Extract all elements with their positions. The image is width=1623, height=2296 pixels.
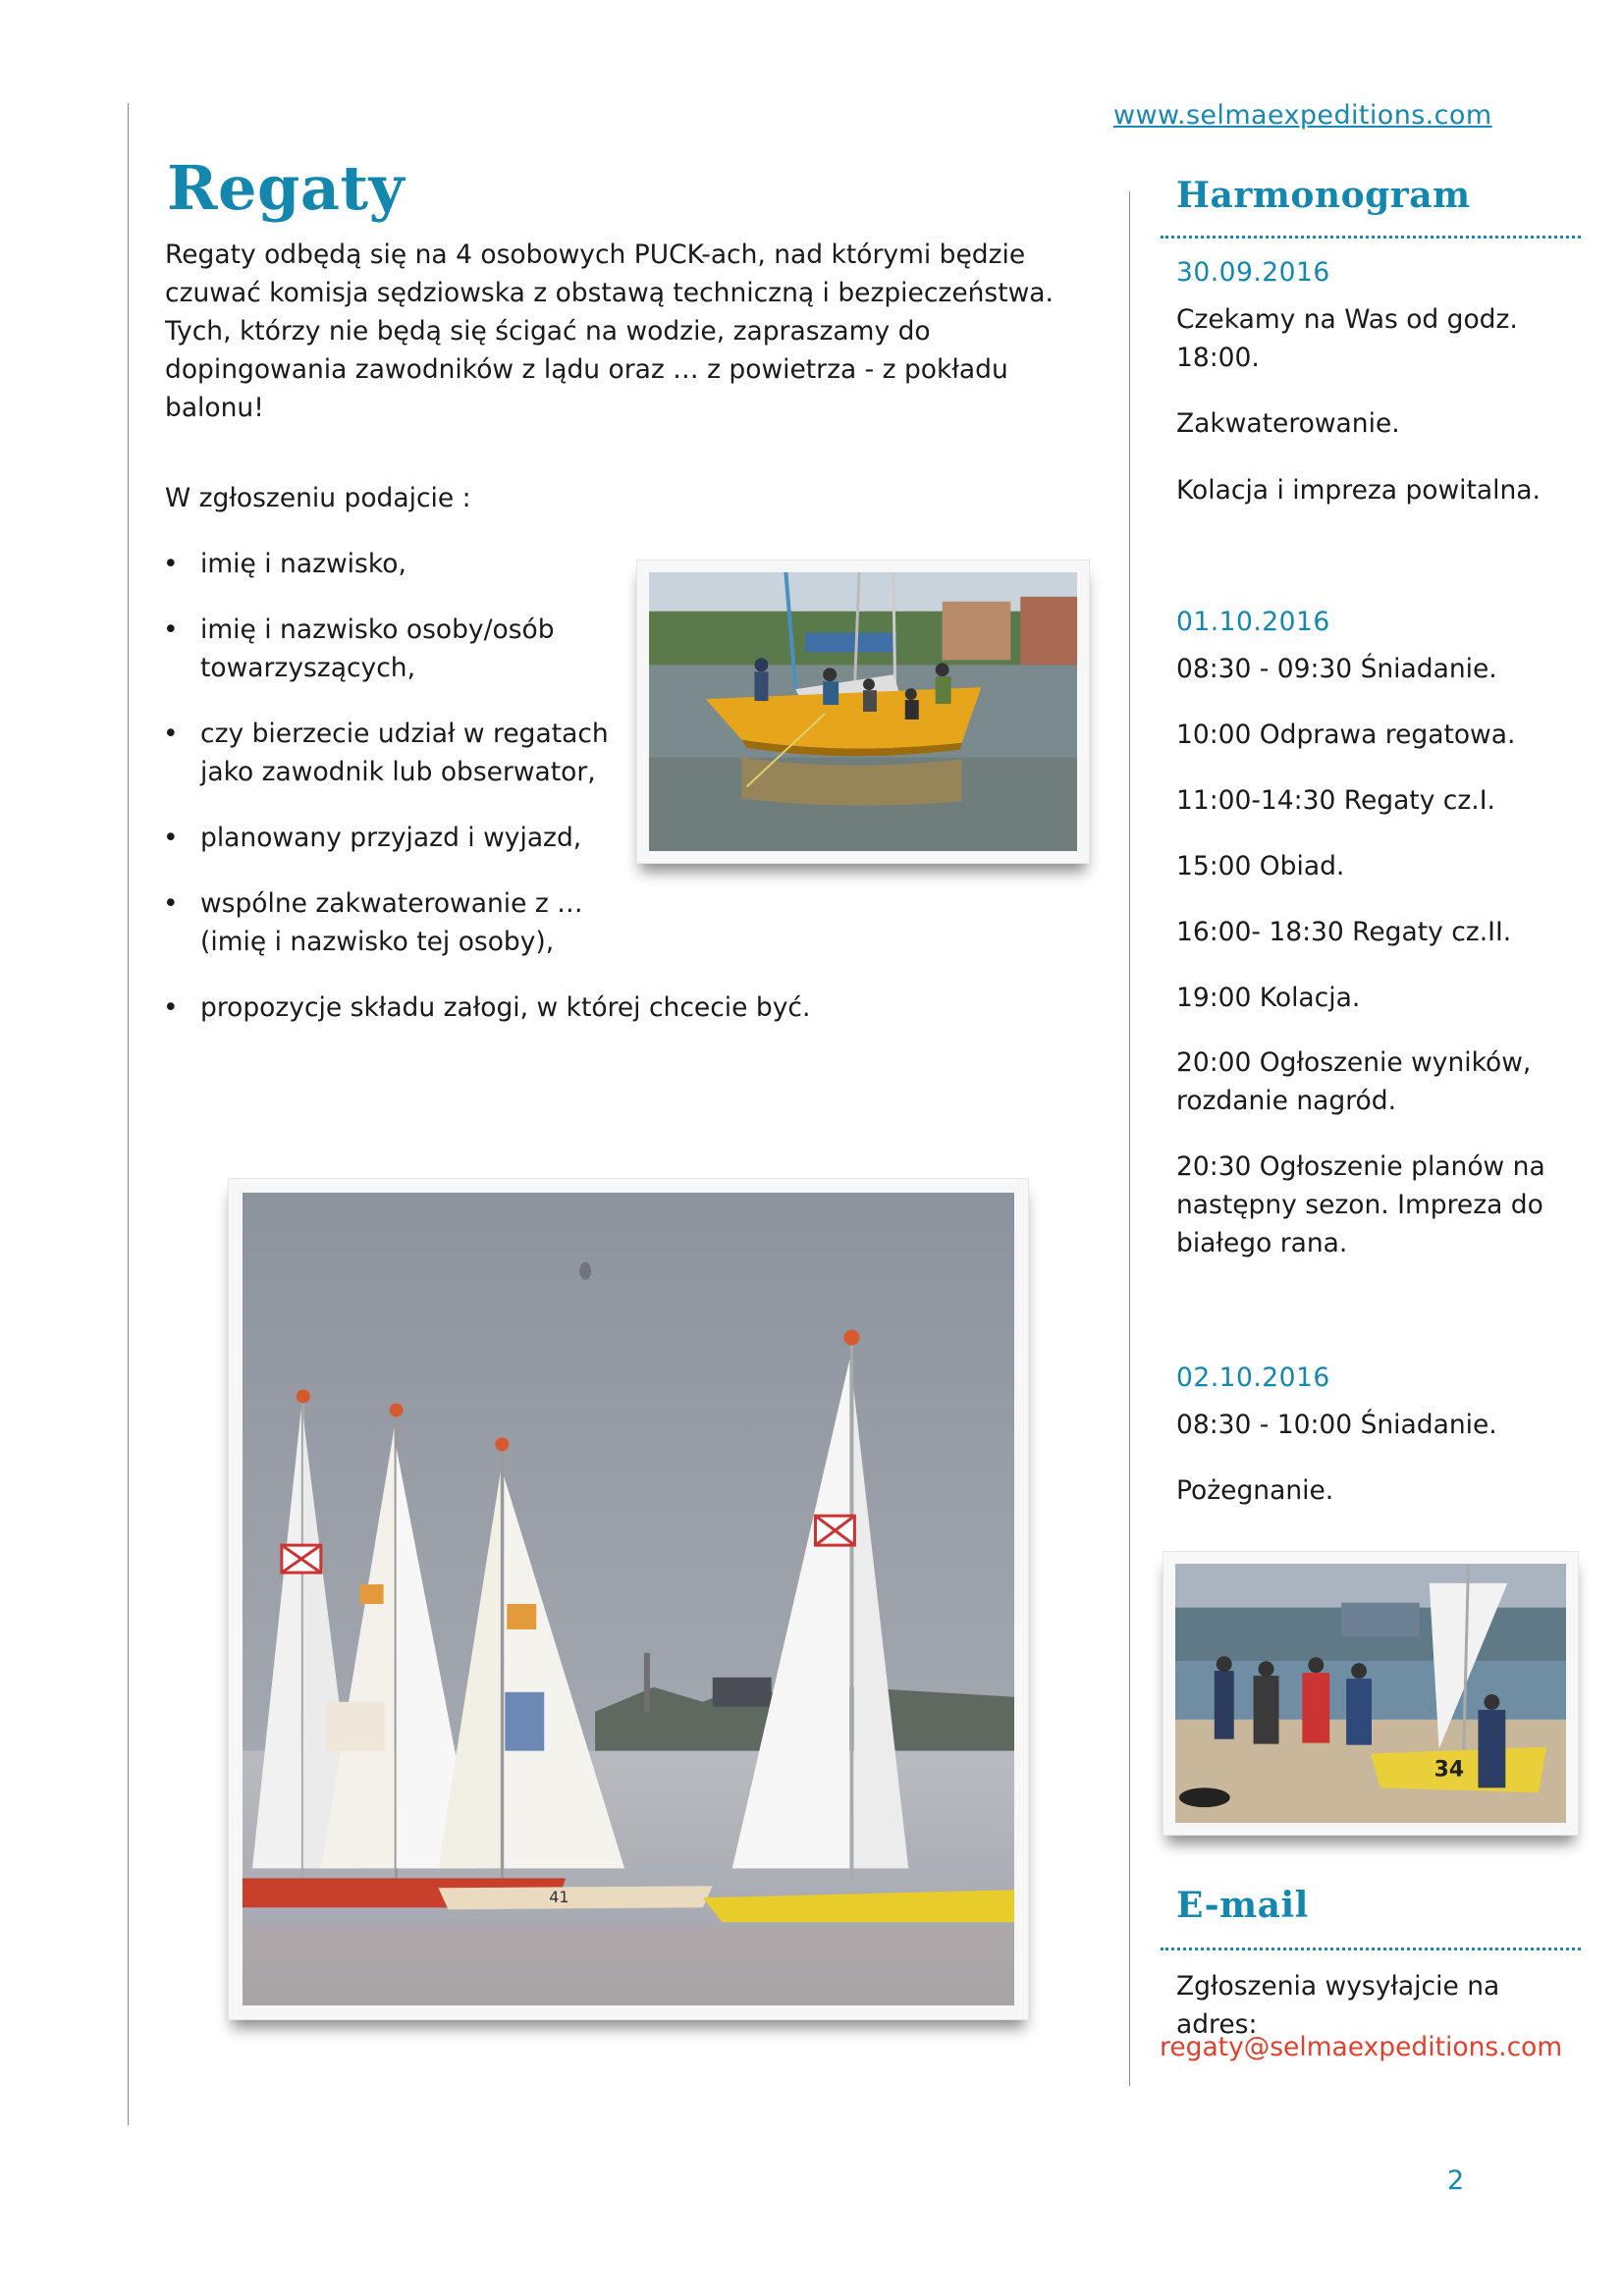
intro-paragraph: Regaty odbędą się na 4 osobowych PUCK-ach, nad którymi będzie czuwać komisja sędziowska z obstawą techniczną i bezpieczeństwa. Tych, którzy nie będą się ścigać na wodzie, zapraszamy do dopingowania zawodników z lądu oraz … z powietrza - z pokładu balonu! — [165, 240, 1054, 423]
schedule-event: 08:30 - 10:00 Śniadanie. — [1176, 1410, 1497, 1440]
sail-number-41: 41 — [549, 1888, 569, 1907]
email-heading: E-mail — [1176, 1885, 1309, 1926]
list-item: • czy bierzecie udział w regatach jako zawodnik lub obserwator, — [159, 715, 640, 791]
application-lead-text: W zgłoszeniu podajcie : — [165, 483, 471, 513]
list-item: • imię i nazwisko osoby/osób towarzyszących, — [159, 611, 640, 687]
schedule-event: Pożegnanie. — [1176, 1475, 1334, 1506]
left-margin-rule — [128, 103, 129, 2125]
bullet-icon: • — [163, 888, 179, 919]
sail-number-34: 34 — [1434, 1757, 1465, 1783]
bullet-icon: • — [163, 614, 179, 645]
schedule-event: 19:00 Kolacja. — [1176, 983, 1361, 1013]
schedule-event: 20:30 Ogłoszenie planów na następny sezon. Impreza do białego rana. — [1176, 1151, 1545, 1258]
schedule-event: Czekamy na Was od godz. 18:00. — [1176, 304, 1518, 373]
schedule-divider — [1161, 236, 1581, 239]
beach-boat-launch-photo — [1163, 1551, 1579, 1836]
regatta-sailboats-photo — [228, 1178, 1029, 2020]
schedule-heading: Harmonogram — [1176, 175, 1471, 216]
email-instruction: Zgłoszenia wysyłajcie na adres: — [1176, 1971, 1500, 2040]
page-title: Regaty — [167, 152, 406, 224]
schedule-event: 20:00 Ogłoszenie wyników, rozdanie nagród. — [1176, 1047, 1532, 1116]
application-requirements-list — [159, 545, 811, 1054]
schedule-event: 15:00 Obiad. — [1176, 851, 1345, 881]
schedule-date-2: 01.10.2016 — [1176, 607, 1330, 637]
page-number: 2 — [1447, 2165, 1465, 2196]
list-item: • imię i nazwisko, — [159, 545, 640, 583]
schedule-event: 11:00-14:30 Regaty cz.I. — [1176, 785, 1495, 816]
list-item: • planowany przyjazd i wyjazd, — [159, 819, 640, 857]
email-address-link[interactable]: regaty@selmaexpeditions.com — [1160, 2032, 1563, 2062]
website-link[interactable]: www.selmaexpeditions.com — [1113, 100, 1492, 131]
list-item: • propozycje składu załogi, w której chcecie być. — [159, 988, 888, 1027]
sidebar-divider — [1129, 191, 1130, 2086]
schedule-event: 08:30 - 09:30 Śniadanie. — [1176, 654, 1497, 684]
schedule-event: Kolacja i impreza powitalna. — [1176, 475, 1541, 506]
schedule-event: 10:00 Odprawa regatowa. — [1176, 720, 1516, 750]
list-item: • wspólne zakwaterowanie z … (imię i nazwisko tej osoby), — [159, 884, 640, 961]
bullet-icon: • — [163, 823, 179, 853]
schedule-date-3: 02.10.2016 — [1176, 1362, 1330, 1393]
harbour-boat-photo — [636, 560, 1090, 864]
bullet-icon: • — [163, 549, 179, 579]
email-divider — [1161, 1948, 1581, 1950]
schedule-event: 16:00- 18:30 Regaty cz.II. — [1176, 917, 1512, 947]
bullet-icon: • — [163, 992, 179, 1023]
schedule-event: Zakwaterowanie. — [1176, 408, 1400, 439]
bullet-icon: • — [163, 719, 179, 749]
schedule-date-1: 30.09.2016 — [1176, 257, 1330, 288]
